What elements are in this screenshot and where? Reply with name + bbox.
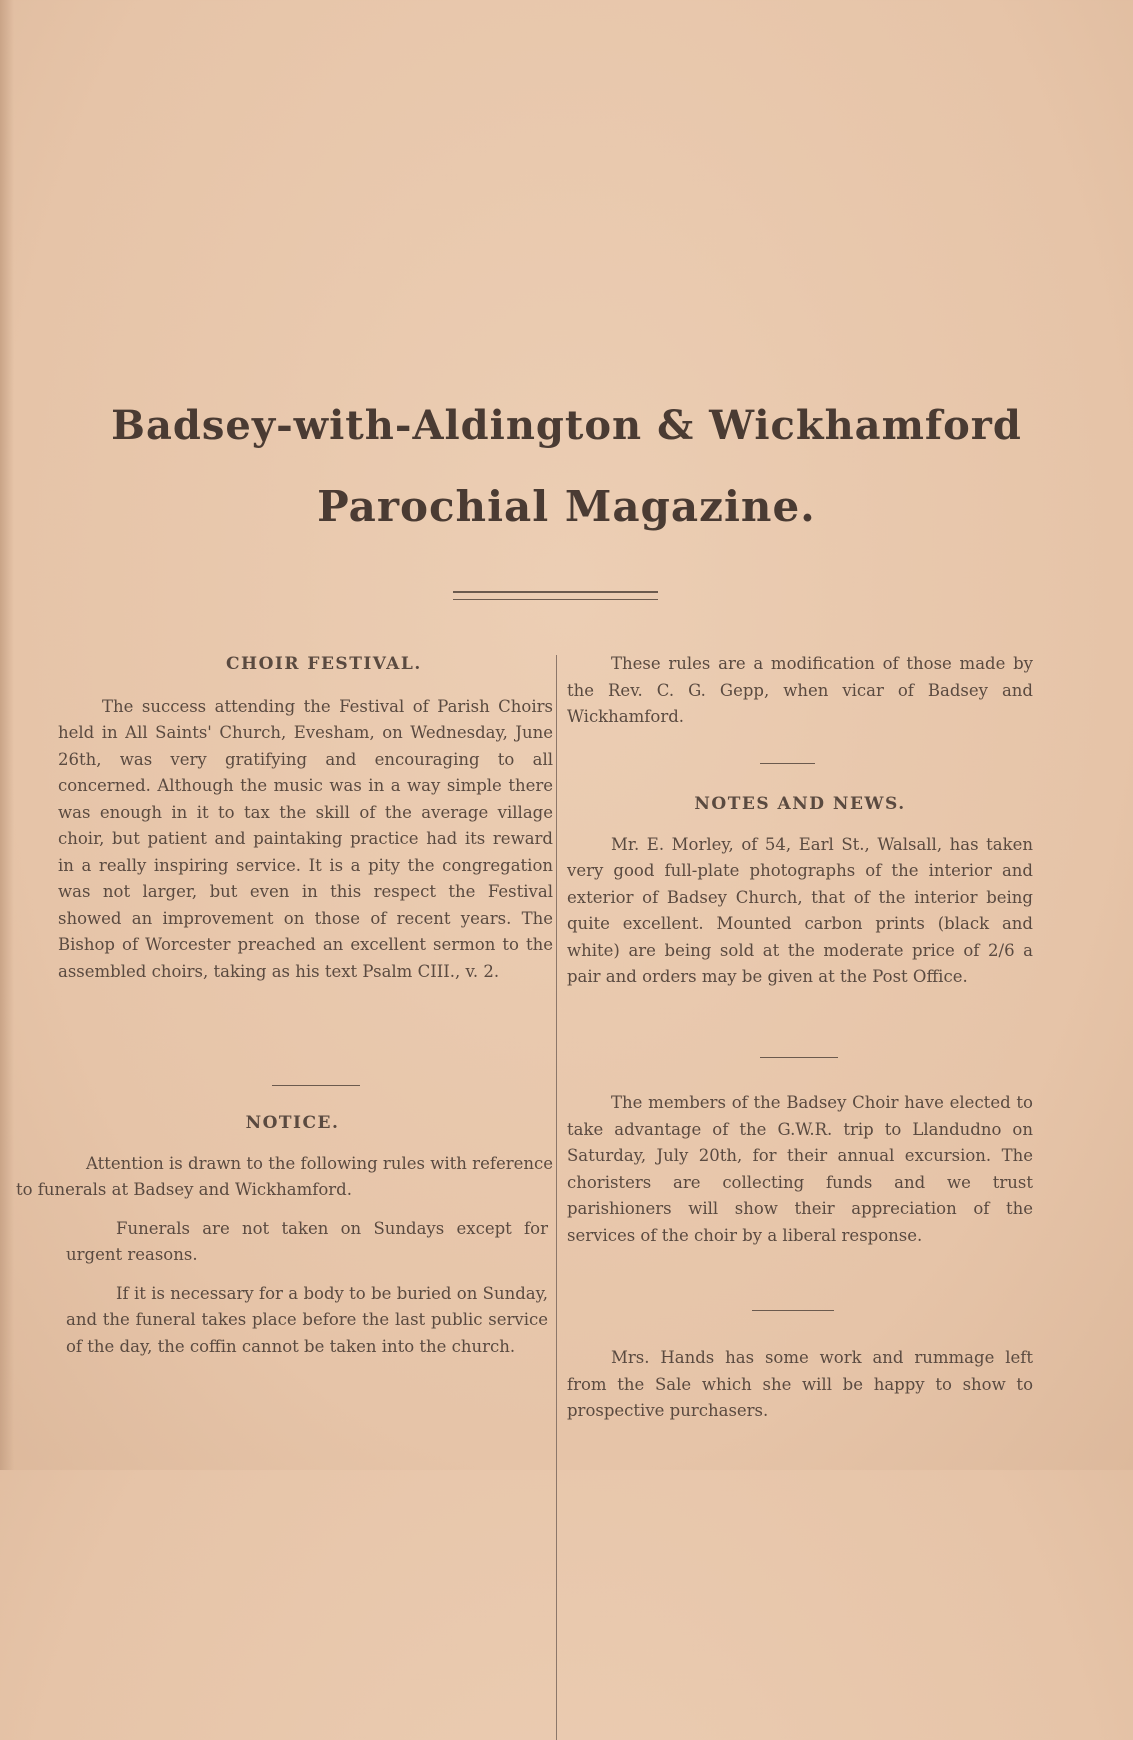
choir-festival-text: The success attending the Festival of Parish Choirs held in All Saints' Church, Evesham, on Wednesday, June 26th, was very gratifying and encouraging to all concerned. Although the music was in a way simple there was enough in it to tax the skill of the average village choir, but patient and paintaking practice had its reward in a really inspiring service. It is a pity the congregation was not larger, but even in this respect the Festival showed an improvement on those of recent years. The Bishop of Worcester preached an excellent sermon to the assembled choirs, taking as his text Psalm CIII., v. 2. <box>58 696 553 981</box>
morley-photographs-text: Mr. E. Morley, of 54, Earl St., Walsall, has taken very good full-plate photographs of the interior and exterior of Badsey Church, that of the interior being quite excellent. Mounted carbon prints (black and white) are being sold at the moderate price of 2/6 a pair and orders may be given at the Post Office. <box>567 834 1033 986</box>
title-double-rule <box>453 591 658 600</box>
notice-intro: Attention is drawn to the following rules with reference to funerals at Badsey and Wickhamford. <box>16 1153 553 1199</box>
section-rule <box>752 1310 834 1311</box>
magazine-title: Badsey-with-Aldington & Wickhamford <box>111 402 1022 449</box>
section-rule <box>760 1057 838 1058</box>
notice-heading: NOTICE. <box>245 1113 340 1133</box>
rummage-text: Mrs. Hands has some work and rummage left from the Sale which she will be happy to show to prospective purchasers. <box>567 1348 1033 1420</box>
column-divider <box>556 655 557 1740</box>
choir-trip-text: The members of the Badsey Choir have elected to take advantage of the G.W.R. trip to Llandudno on Saturday, July 20th, for their annual excursion. The choristers are collecting funds and we trust parishioners will show their appreciation of the services of the choir by a liberal response. <box>567 1093 1033 1245</box>
magazine-subtitle: Parochial Magazine. <box>317 482 816 531</box>
notes-news-heading: NOTES AND NEWS. <box>694 794 906 814</box>
section-rule <box>272 1085 360 1086</box>
rules-note-section <box>567 651 1033 731</box>
funeral-rule-2: If it is necessary for a body to be buried on Sunday, and the funeral takes place before the last public service of the day, the coffin cannot be taken into the church. <box>66 1283 548 1356</box>
funeral-rule-1: Funerals are not taken on Sundays except for urgent reasons. <box>66 1218 548 1264</box>
section-rule <box>760 763 815 764</box>
choir-festival-heading: CHOIR FESTIVAL. <box>226 654 422 674</box>
rummage-section <box>567 1345 1033 1425</box>
choir-trip-section <box>567 1090 1033 1249</box>
notes-news-section <box>567 791 1033 991</box>
choir-festival-section <box>58 651 553 985</box>
rules-note-text: These rules are a modification of those made by the Rev. C. G. Gepp, when vicar of Badsey and Wickhamford. <box>567 654 1033 726</box>
page-edge-shadow <box>0 0 14 1470</box>
notice-section <box>16 1110 553 1360</box>
